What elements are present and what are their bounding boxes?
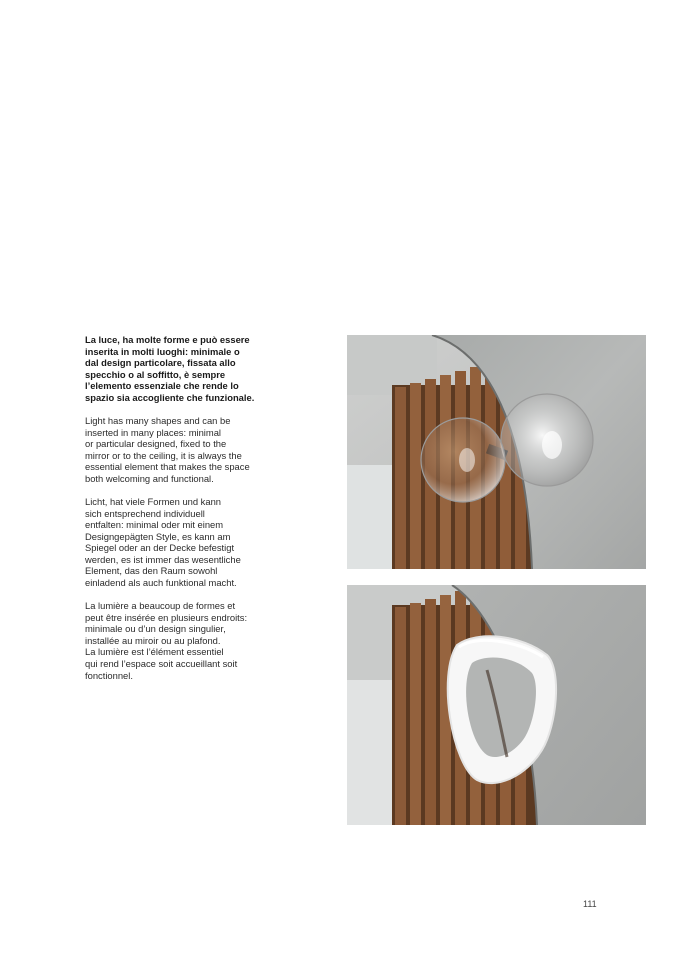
text-line: both welcoming and functional. <box>85 472 214 484</box>
paragraph-german <box>85 496 285 589</box>
text-line: Designgepägten Style, es kann am <box>85 530 231 542</box>
text-line: minimale ou d’un design singulier, <box>85 623 226 635</box>
text-column <box>85 334 285 693</box>
text-line: Licht, hat viele Formen und kann <box>85 495 222 507</box>
text-line: dal design particolare, fissata allo <box>85 357 236 369</box>
text-line: Element, das den Raum sowohl <box>85 565 218 577</box>
photo-globe-lamp <box>347 335 646 569</box>
text-line: entfalten: minimal oder mit einem <box>85 519 224 531</box>
text-line: einladend als auch funktional macht. <box>85 577 237 589</box>
text-line: qui rend l’espace soit accueillant soit <box>85 658 238 670</box>
paragraph-english <box>85 415 285 485</box>
page-number: 111 <box>583 899 597 909</box>
text-line: sich entsprechend individuell <box>85 507 205 519</box>
text-line: or particular designed, fixed to the <box>85 438 227 450</box>
text-line: La lumière a beaucoup de formes et <box>85 600 236 612</box>
paragraph-italian <box>85 334 285 404</box>
text-line: essential element that makes the space <box>85 461 250 473</box>
text-line: Spiegel oder an der Decke befestigt <box>85 542 235 554</box>
text-line: Light has many shapes and can be <box>85 414 231 426</box>
text-line: inserted in many places: minimal <box>85 426 221 438</box>
text-line: specchio o al soffitto, è sempre <box>85 368 226 380</box>
text-line: mirror or to the ceiling, it is always the <box>85 449 242 461</box>
photo-ring-lamp <box>347 585 646 825</box>
text-line: La lumière est l’élément essentiel <box>85 646 224 658</box>
text-line: installée au miroir ou au plafond. <box>85 634 221 646</box>
text-line: spazio sia accogliente che funzionale. <box>85 391 255 403</box>
text-line: werden, es ist immer das wesentliche <box>85 553 241 565</box>
text-line: inserita in molti luoghi: minimale o <box>85 345 240 357</box>
text-line: La luce, ha molte forme e può essere <box>85 334 250 345</box>
text-line: l’elemento essenziale che rende lo <box>85 380 239 392</box>
text-line: fonctionnel. <box>85 669 133 681</box>
text-line: peut être insérée en plusieurs endroits: <box>85 611 248 623</box>
paragraph-french <box>85 600 285 681</box>
